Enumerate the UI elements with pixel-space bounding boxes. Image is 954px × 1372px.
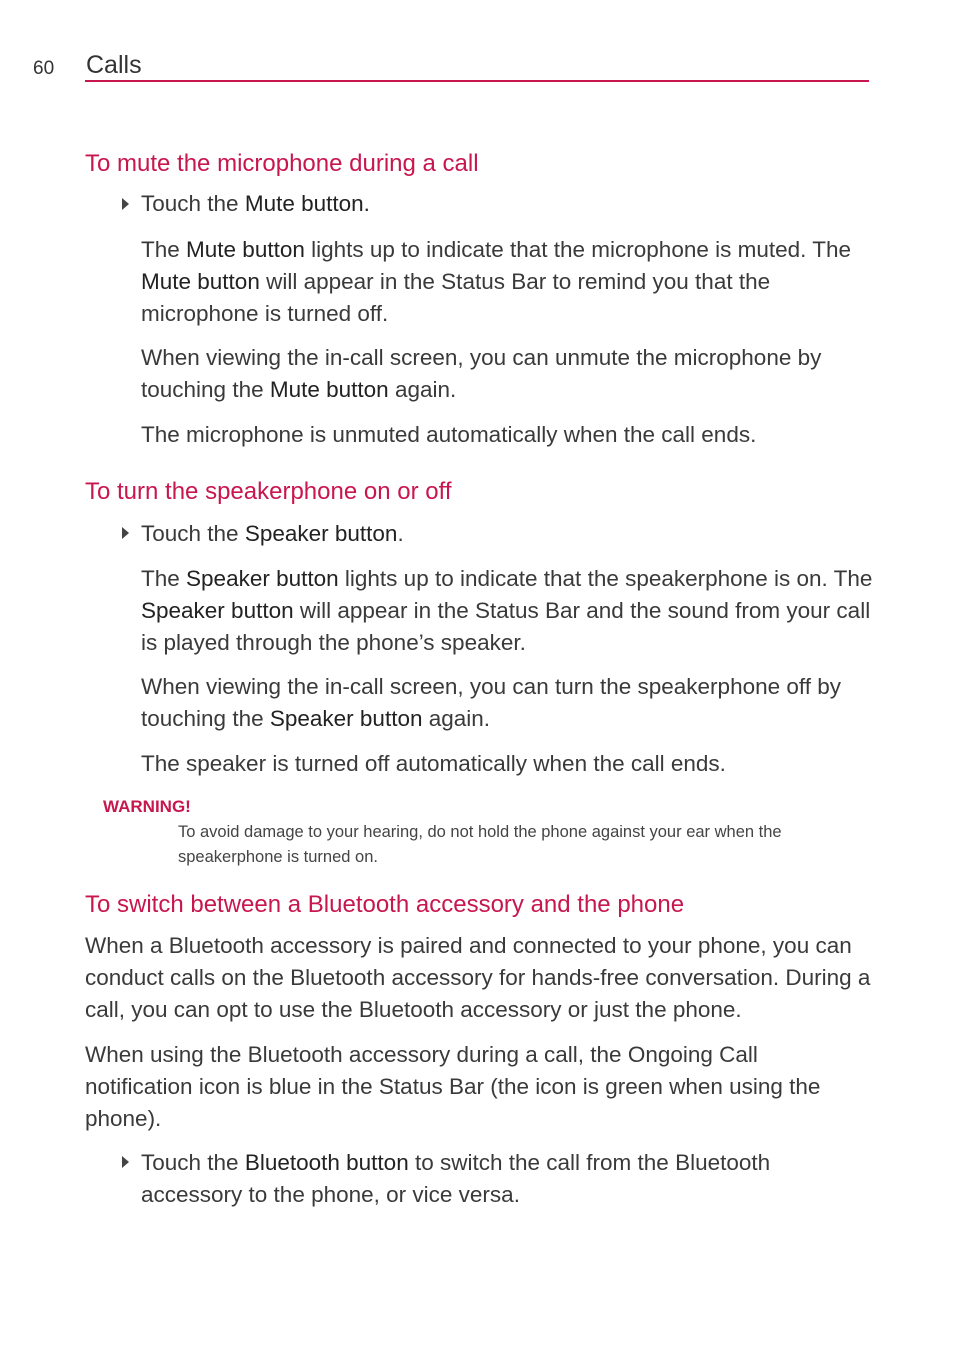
text-fragment: The (141, 566, 187, 591)
bluetooth-button-label: Bluetooth button (244, 1150, 409, 1175)
bullet-arrow-icon (122, 1156, 129, 1168)
running-head: Calls (86, 51, 142, 79)
header-rule (85, 80, 869, 82)
bluetooth-step (141, 1147, 841, 1211)
speaker-button-label: Speaker button (269, 706, 423, 731)
step-suffix: . (397, 521, 404, 546)
mute-step (141, 188, 881, 220)
speaker-paragraph-1 (141, 563, 876, 659)
text-fragment: When viewing the in-call screen, you can turn the speakerphone off by touching the (141, 674, 841, 731)
step-prefix: Touch the (141, 191, 245, 216)
text-fragment: When viewing the in-call screen, you can unmute the microphone by touching the (141, 345, 822, 402)
speaker-button-label: Speaker button (244, 521, 398, 546)
mute-paragraph-3: The microphone is unmuted automatically when the call ends. (141, 422, 757, 447)
warning-text: To avoid damage to your hearing, do not hold the phone against your ear when the speakerphone is turned on. (178, 823, 782, 866)
warning-label: WARNING! (103, 797, 191, 816)
page-number: 60 (33, 58, 55, 79)
text-fragment: again. (422, 706, 491, 731)
mute-button-label: Mute button (186, 237, 305, 262)
bullet-arrow-icon (122, 198, 129, 210)
speaker-button-label: Speaker button (186, 566, 339, 591)
speaker-heading: To turn the speakerphone on or off (85, 478, 452, 505)
text-fragment: The (141, 237, 187, 262)
mute-heading: To mute the microphone during a call (85, 150, 479, 177)
step-prefix: Touch the (141, 521, 245, 546)
bullet-arrow-icon (122, 527, 129, 539)
mute-button-label: Mute button (141, 269, 260, 294)
speaker-paragraph-3: The speaker is turned off automatically when the call ends. (141, 751, 726, 776)
text-fragment: lights up to indicate that the speakerphone is on. The (338, 566, 873, 591)
mute-button-label: Mute button. (244, 191, 370, 216)
bluetooth-paragraph-1: When a Bluetooth accessory is paired and connected to your phone, you can conduct calls on the Bluetooth accessory for hands-free conversation. During a call, you can opt to use the Bluetooth accessory or just the phone. (85, 933, 871, 1022)
mute-paragraph-1 (141, 234, 871, 330)
text-fragment: again. (388, 377, 457, 402)
step-prefix: Touch the (141, 1150, 245, 1175)
mute-paragraph-2 (141, 342, 871, 406)
text-fragment: lights up to indicate that the microphone is muted. The (304, 237, 852, 262)
text-fragment: will appear in the Status Bar to remind you that the microphone is turned off. (141, 269, 771, 326)
bluetooth-heading: To switch between a Bluetooth accessory and the phone (85, 891, 685, 918)
text-fragment: will appear in the Status Bar and the sound from your call is played through the phone’s speaker. (141, 598, 871, 655)
speaker-paragraph-2 (141, 671, 861, 735)
step-suffix: to switch the call from the Bluetooth accessory to the phone, or vice versa. (141, 1150, 771, 1207)
speaker-button-label: Speaker button (141, 598, 294, 623)
speaker-step (141, 518, 881, 550)
bluetooth-paragraph-2: When using the Bluetooth accessory during a call, the Ongoing Call notification icon is blue in the Status Bar (the icon is green when using the phone). (85, 1042, 821, 1131)
mute-button-label: Mute button (269, 377, 389, 402)
